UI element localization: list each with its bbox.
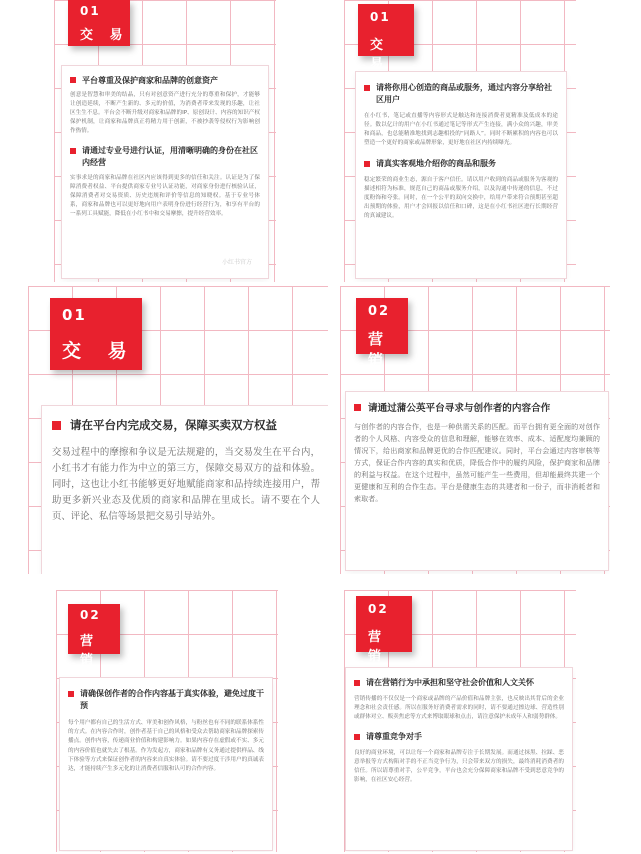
heading-text: 请真实客观地介绍你的商品和服务 (376, 159, 496, 168)
heading (354, 731, 564, 743)
section-title: 营 销 (368, 630, 388, 664)
bullet-square (68, 691, 74, 697)
content-card (42, 406, 328, 574)
body-text: 营销传播的不仅仅是一个商家或品牌的产品价值和品牌主张，也反映出其背后的企业理念和社会责任感。所以在服务好消费者需求的同时，请不要通过擦边球、营造性别或群体对立、贩卖焦虑等方式来博取眼球和点击，请注意保护未成年人和弱势群体。 (354, 696, 564, 720)
bullet-square (364, 85, 370, 91)
bullet-square (354, 734, 360, 740)
section-number: 01 (370, 10, 391, 24)
section-badge (68, 604, 120, 668)
section-title: 交 易 (370, 38, 390, 72)
heading-text: 请通过蒲公英平台寻求与创作者的内容合作 (368, 403, 551, 414)
body-text: 每个用户都有自己的生活方式、审美和创作风格，与粉丝也有不同的联系体系性的方式。在内容合作时，创作者基于自己的风格和受众去帮助商家和品牌探索传播点。创作内容，传递商业价值和构建影响力。如果内容存在虚假或不实、多元的内容价值也就失去了根基。作为发起方，商家和品牌有义务通过提供样品、线下体验等方式来保证创作者的内容来自真实体验。请不要过度干涉用户的真诚表达，才能持续产生多元化的让消费者信服和认可的合作内容。 (68, 720, 264, 773)
panel-marketing-3 (344, 590, 576, 852)
body-text: 在小红书，笔记或直播等内容形式是触达和连接消费者更精准及低成本的途径。数以亿计的用户在小红书通过笔记等形式产生连接，满小众的兴趣，审美和商品，也总能精准地找到志趣相投的“同路人”。同时不断累积的内容也可以塑造一个更好的商家或品牌形象，更好地在社区内持续曝光。 (364, 113, 558, 146)
watermark-tag: 小红书官方 (221, 259, 252, 266)
bullet-square (70, 77, 76, 83)
body-text: 良好的商业环境，可以让每一个商家和品牌专注于长期发展。而通过抹黑、拉踩、恶意举报等方式构陷对手的不正当竞争行为，只会带来双方的损失，最终消耗消费者的信任。所以请尊重对手，公平竞争，平台也会充分保障商家和品牌不受到恶意竞争的影响，在社区安心经营。 (354, 750, 564, 783)
section-number: 02 (80, 608, 101, 622)
heading-text: 平台尊重及保护商家和品牌的创意资产 (82, 76, 218, 85)
panel-trade-3 (28, 286, 328, 574)
body-text: 实事求是的商家和品牌在社区内应该得到更多的信任和关注。认证是为了保障消费者权益、平台提供商家专业号认证功能，对商家身份进行核验认证，保障消费者对交易资质、历史违规和评价等信息的知晓权。基于专业号体系，商家和品牌也可以更好地向用户表明身份进行经营行为，和享有平台的一系列工具赋能，降低在小红书中和交易摩擦，提升经营效率。 (70, 175, 260, 217)
body-text: 交易过程中的摩擦和争议是无法规避的，当交易发生在平台内，小红书才有能力作为中立的第三方，保障交易双方的益和体验。同时，这也让小红书能够更好地赋能商家和品持续连接用户，帮助更多新兴业态及优质的商家和品牌在里成长。请不要在个人页、评论、私信等场景把交易引导站外。 (52, 447, 320, 522)
content-card (62, 66, 268, 278)
heading-text: 请尊重竞争对手 (366, 732, 422, 741)
section-badge (68, 0, 130, 46)
content-card (346, 392, 608, 570)
heading-text: 请将你用心创造的商品或服务，通过内容分享给社区用户 (376, 83, 552, 104)
section-title: 营 销 (80, 634, 100, 668)
content-card (346, 668, 572, 850)
body-text: 创意是智慧和审美的结晶，只有对创意资产进行充分的尊重和保护，才能够让创造延续，不断产生新的、多元的价值，为消费者带来发现的乐趣，让社区生生不息。平台会不断升级对商家和品牌的IP、原创设计、内容的知识产权保护机制，让商家和品牌真正将精力用于创新，不被抄袭等侵权行为影响创作热情。 (70, 92, 260, 134)
section-badge (356, 596, 412, 664)
heading (354, 402, 600, 415)
heading (70, 145, 260, 169)
section-title: 交 易 (62, 340, 137, 362)
bullet-square (354, 404, 361, 411)
panel-trade-1 (54, 0, 276, 282)
heading (364, 82, 558, 106)
bullet-square (354, 680, 360, 686)
section-badge (356, 298, 408, 369)
heading (70, 75, 260, 86)
bullet-square (52, 421, 61, 430)
section-badge (358, 4, 414, 72)
heading-text: 请在营销行为中承担和坚守社会价值和人文关怀 (366, 678, 534, 687)
panel-marketing-2 (56, 590, 278, 852)
bullet-square (364, 161, 370, 167)
section-badge (50, 298, 142, 370)
heading (364, 158, 558, 170)
panel-trade-2 (344, 0, 576, 282)
heading-text: 请确保创作者的合作内容基于真实体验，避免过度干预 (80, 689, 264, 710)
section-number: 01 (62, 306, 87, 324)
section-number: 02 (368, 602, 389, 616)
bullet-square (70, 148, 76, 154)
panel-marketing-1 (340, 286, 610, 574)
section-title: 营 销 (368, 330, 390, 369)
heading (52, 418, 320, 433)
heading (68, 688, 264, 712)
section-title: 交 易 (80, 28, 129, 43)
heading-text: 请在平台内完成交易，保障买卖双方权益 (70, 418, 277, 432)
body-text: 与创作者的内容合作，也是一种供需关系的匹配。而平台拥有更全面的对创作者的个人风格、内容受众的信息和理解，能够在效率、成本、适配度均兼顾的情况下，给出商家和品牌更优的合作匹配建议。同时，平台会通过内容审核等方式，保证合作内容的真实和优质，降低合作中的履约风险，保护商家和品牌的利益与权益。在这个过程中，虽然可能产生一些费用，但却能最终共建一个更健康和互利的合作生态。平台是健康生态的共建者和一份子，而非消耗者和索取者。 (354, 422, 600, 503)
section-number: 02 (368, 304, 391, 319)
section-number: 01 (80, 4, 101, 18)
content-card (356, 72, 566, 278)
heading-text: 请通过专业号进行认证，用清晰明确的身份在社区内经营 (82, 146, 258, 167)
body-text: 稳定繁荣的商业生态，源自于客户信任。请以用户收到的商品或服务为客观的描述相符为标准，规范自己的商品或服务介绍，以及沟通中传递的信息，不过度粉饰和夸张。同时，在一个公平的双向交换中，给用户带来符合预期甚至超出预期的体验，用户才会回报以信任和口碑，这是在小红书社区进行长期经营的真诚建议。 (364, 177, 558, 219)
heading (354, 677, 564, 689)
content-card (60, 678, 272, 850)
